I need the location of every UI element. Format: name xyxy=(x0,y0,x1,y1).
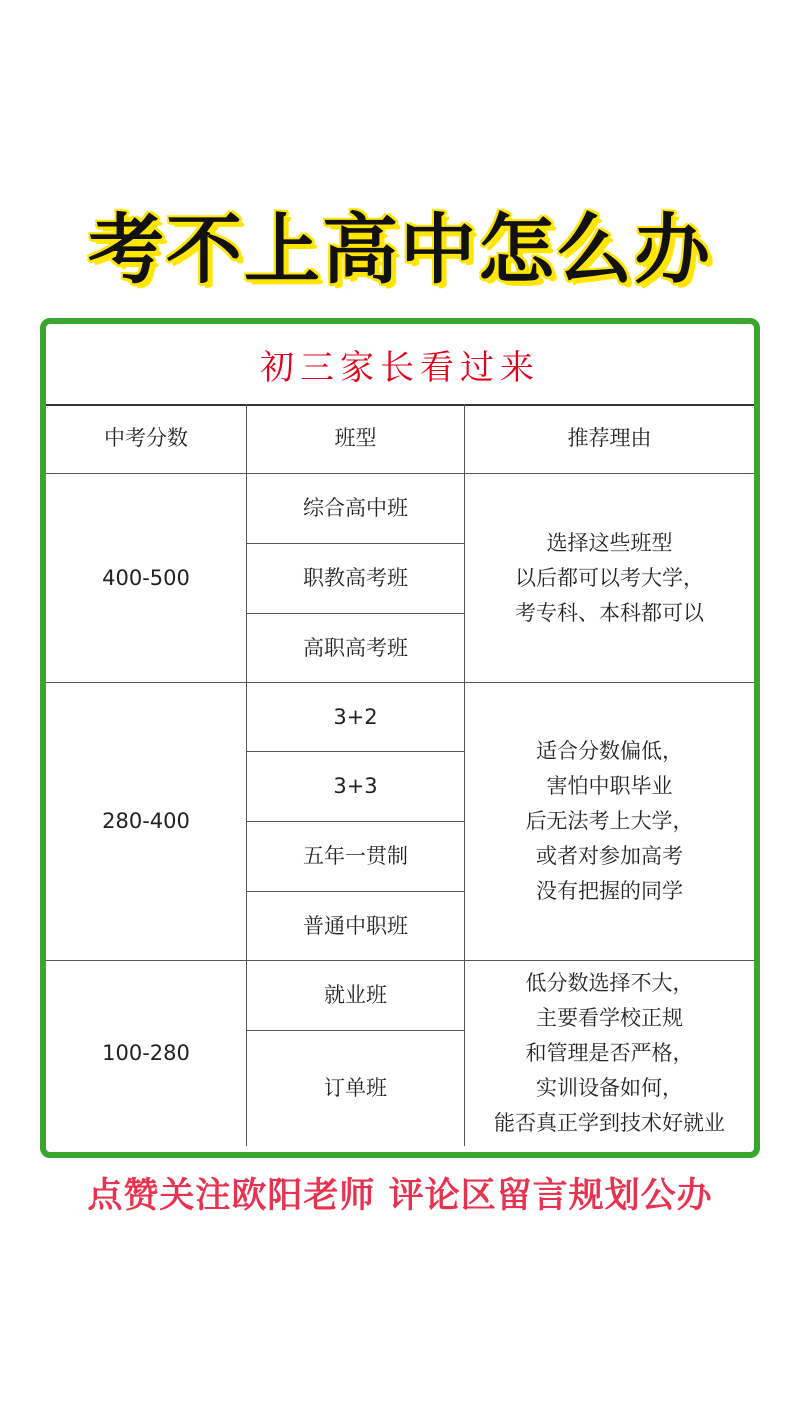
score-cell: 400-500 xyxy=(46,473,246,682)
footer-cta: 点赞关注欧阳老师 评论区留言规划公办 xyxy=(87,1176,713,1216)
class-cell: 订单班 xyxy=(246,1030,464,1146)
class-cell: 3+2 xyxy=(246,682,464,751)
class-cell: 五年一贯制 xyxy=(246,821,464,891)
reason-cell: 选择这些班型 以后都可以考大学， 考专科、本科都可以 xyxy=(464,473,754,682)
class-cell: 高职高考班 xyxy=(246,613,464,682)
class-cell: 职教高考班 xyxy=(246,543,464,613)
class-cell: 3+3 xyxy=(246,751,464,821)
header-score: 中考分数 xyxy=(104,426,188,450)
headline: 考不上高中怎么办 xyxy=(88,205,712,294)
subtitle: 初三家长看过来 xyxy=(46,324,754,406)
class-cell: 就业班 xyxy=(246,960,464,1030)
class-cell: 综合高中班 xyxy=(246,473,464,543)
reason-cell: 低分数选择不大， 主要看学校正规 和管理是否严格， 实训设备如何， 能否真正学到技术好就业 xyxy=(464,960,754,1146)
table-frame xyxy=(40,318,760,1158)
score-cell: 280-400 xyxy=(46,682,246,960)
header-class-type: 班型 xyxy=(246,404,464,473)
class-cell: 普通中职班 xyxy=(246,891,464,960)
reason-cell: 适合分数偏低， 害怕中职毕业 后无法考上大学， 或者对参加高考 没有把握的同学 xyxy=(464,682,754,960)
header-reason: 推荐理由 xyxy=(464,404,754,473)
score-cell: 100-280 xyxy=(46,960,246,1146)
